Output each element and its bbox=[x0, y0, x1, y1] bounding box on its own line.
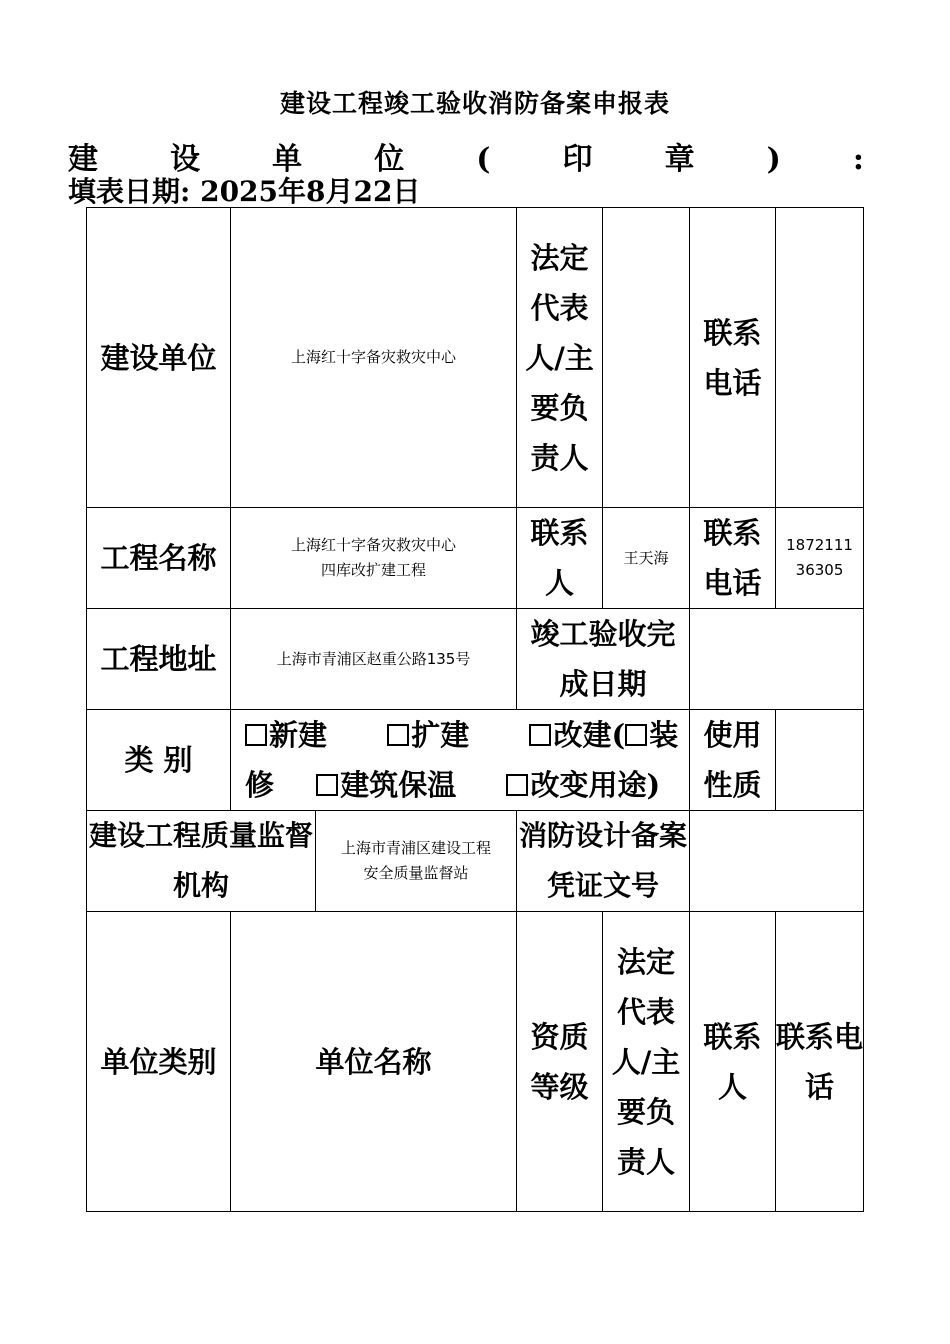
project-name-line: 四库改扩建工程 bbox=[321, 561, 427, 579]
seal-line-char: ( bbox=[476, 142, 491, 177]
seal-line-char: ) bbox=[766, 142, 781, 177]
seal-line-char: 设 bbox=[170, 142, 201, 177]
legal-rep-label: 法定代表人/主要负责人 bbox=[517, 208, 603, 508]
checkbox-icon bbox=[529, 724, 551, 746]
legal-rep-header: 法定代表人/主要负责人 bbox=[603, 912, 690, 1212]
contact-phone-header: 联系电话 bbox=[776, 912, 864, 1212]
phone-value[interactable] bbox=[776, 208, 864, 508]
completion-date-value[interactable] bbox=[690, 609, 864, 710]
checkbox-icon bbox=[387, 724, 409, 746]
phone-label: 联系电话 bbox=[690, 208, 776, 508]
project-name-line: 上海红十字备灾救灾中心 bbox=[291, 536, 457, 554]
contact-value[interactable]: 王天海 bbox=[603, 508, 690, 609]
project-address-value[interactable]: 上海市青浦区赵重公路135号 bbox=[231, 609, 517, 710]
usage-label: 使用性质 bbox=[690, 710, 776, 811]
category-label: 类 别 bbox=[87, 710, 231, 811]
category-options bbox=[231, 710, 690, 811]
fire-design-no-value[interactable] bbox=[690, 811, 864, 912]
contact-phone-value[interactable] bbox=[776, 508, 864, 609]
quality-agency-line: 安全质量监督站 bbox=[363, 864, 469, 882]
project-address-label: 工程地址 bbox=[87, 609, 231, 710]
checkbox-icon bbox=[245, 724, 267, 746]
checkbox-new[interactable]: 新建 bbox=[245, 718, 327, 752]
quality-agency-label: 建设工程质量监督机构 bbox=[87, 811, 316, 912]
checkbox-change-use[interactable]: 改变用途) bbox=[506, 768, 660, 802]
checkbox-insulation[interactable]: 建筑保温 bbox=[316, 768, 456, 802]
checkbox-icon bbox=[506, 774, 528, 796]
seal-line-char: 位 bbox=[374, 142, 405, 177]
unit-type-header: 单位类别 bbox=[87, 912, 231, 1212]
checkbox-icon bbox=[625, 724, 647, 746]
fire-design-no-label: 消防设计备案凭证文号 bbox=[517, 811, 690, 912]
quality-agency-value[interactable] bbox=[316, 811, 517, 912]
legal-rep-value[interactable] bbox=[603, 208, 690, 508]
checkbox-expand[interactable]: 扩建 bbox=[387, 718, 469, 752]
project-name-label: 工程名称 bbox=[87, 508, 231, 609]
contact-person-header: 联系人 bbox=[690, 912, 776, 1212]
completion-date-label: 竣工验收完成日期 bbox=[517, 609, 690, 710]
contact-phone-label: 联系电话 bbox=[690, 508, 776, 609]
decoration-label-cont: 修 bbox=[245, 768, 275, 802]
fill-date: 填表日期: 2025年8月22日 bbox=[68, 175, 421, 208]
checkbox-rebuild[interactable]: 改建( bbox=[529, 718, 625, 752]
quality-agency-line: 上海市青浦区建设工程 bbox=[341, 839, 492, 857]
seal-line-char: 印 bbox=[562, 142, 593, 177]
seal-line-char: 单 bbox=[272, 142, 303, 177]
seal-line-char: : bbox=[852, 142, 864, 177]
construction-unit-label: 建设单位 bbox=[87, 208, 231, 508]
contact-phone-line: 1872111 bbox=[786, 536, 853, 554]
checkbox-decoration[interactable]: 装 bbox=[625, 718, 678, 752]
filing-form-table bbox=[86, 207, 864, 1212]
form-title: 建设工程竣工验收消防备案申报表 bbox=[279, 89, 670, 118]
contact-label: 联系人 bbox=[517, 508, 603, 609]
seal-line-char: 章 bbox=[664, 142, 695, 177]
qualification-header: 资质等级 bbox=[517, 912, 603, 1212]
unit-name-header: 单位名称 bbox=[231, 912, 517, 1212]
project-name-value[interactable] bbox=[231, 508, 517, 609]
seal-line-char: 建 bbox=[68, 142, 98, 177]
usage-value[interactable] bbox=[776, 710, 864, 811]
checkbox-icon bbox=[316, 774, 338, 796]
contact-phone-line: 36305 bbox=[795, 561, 844, 579]
construction-unit-value[interactable]: 上海红十字备灾救灾中心 bbox=[231, 208, 517, 508]
